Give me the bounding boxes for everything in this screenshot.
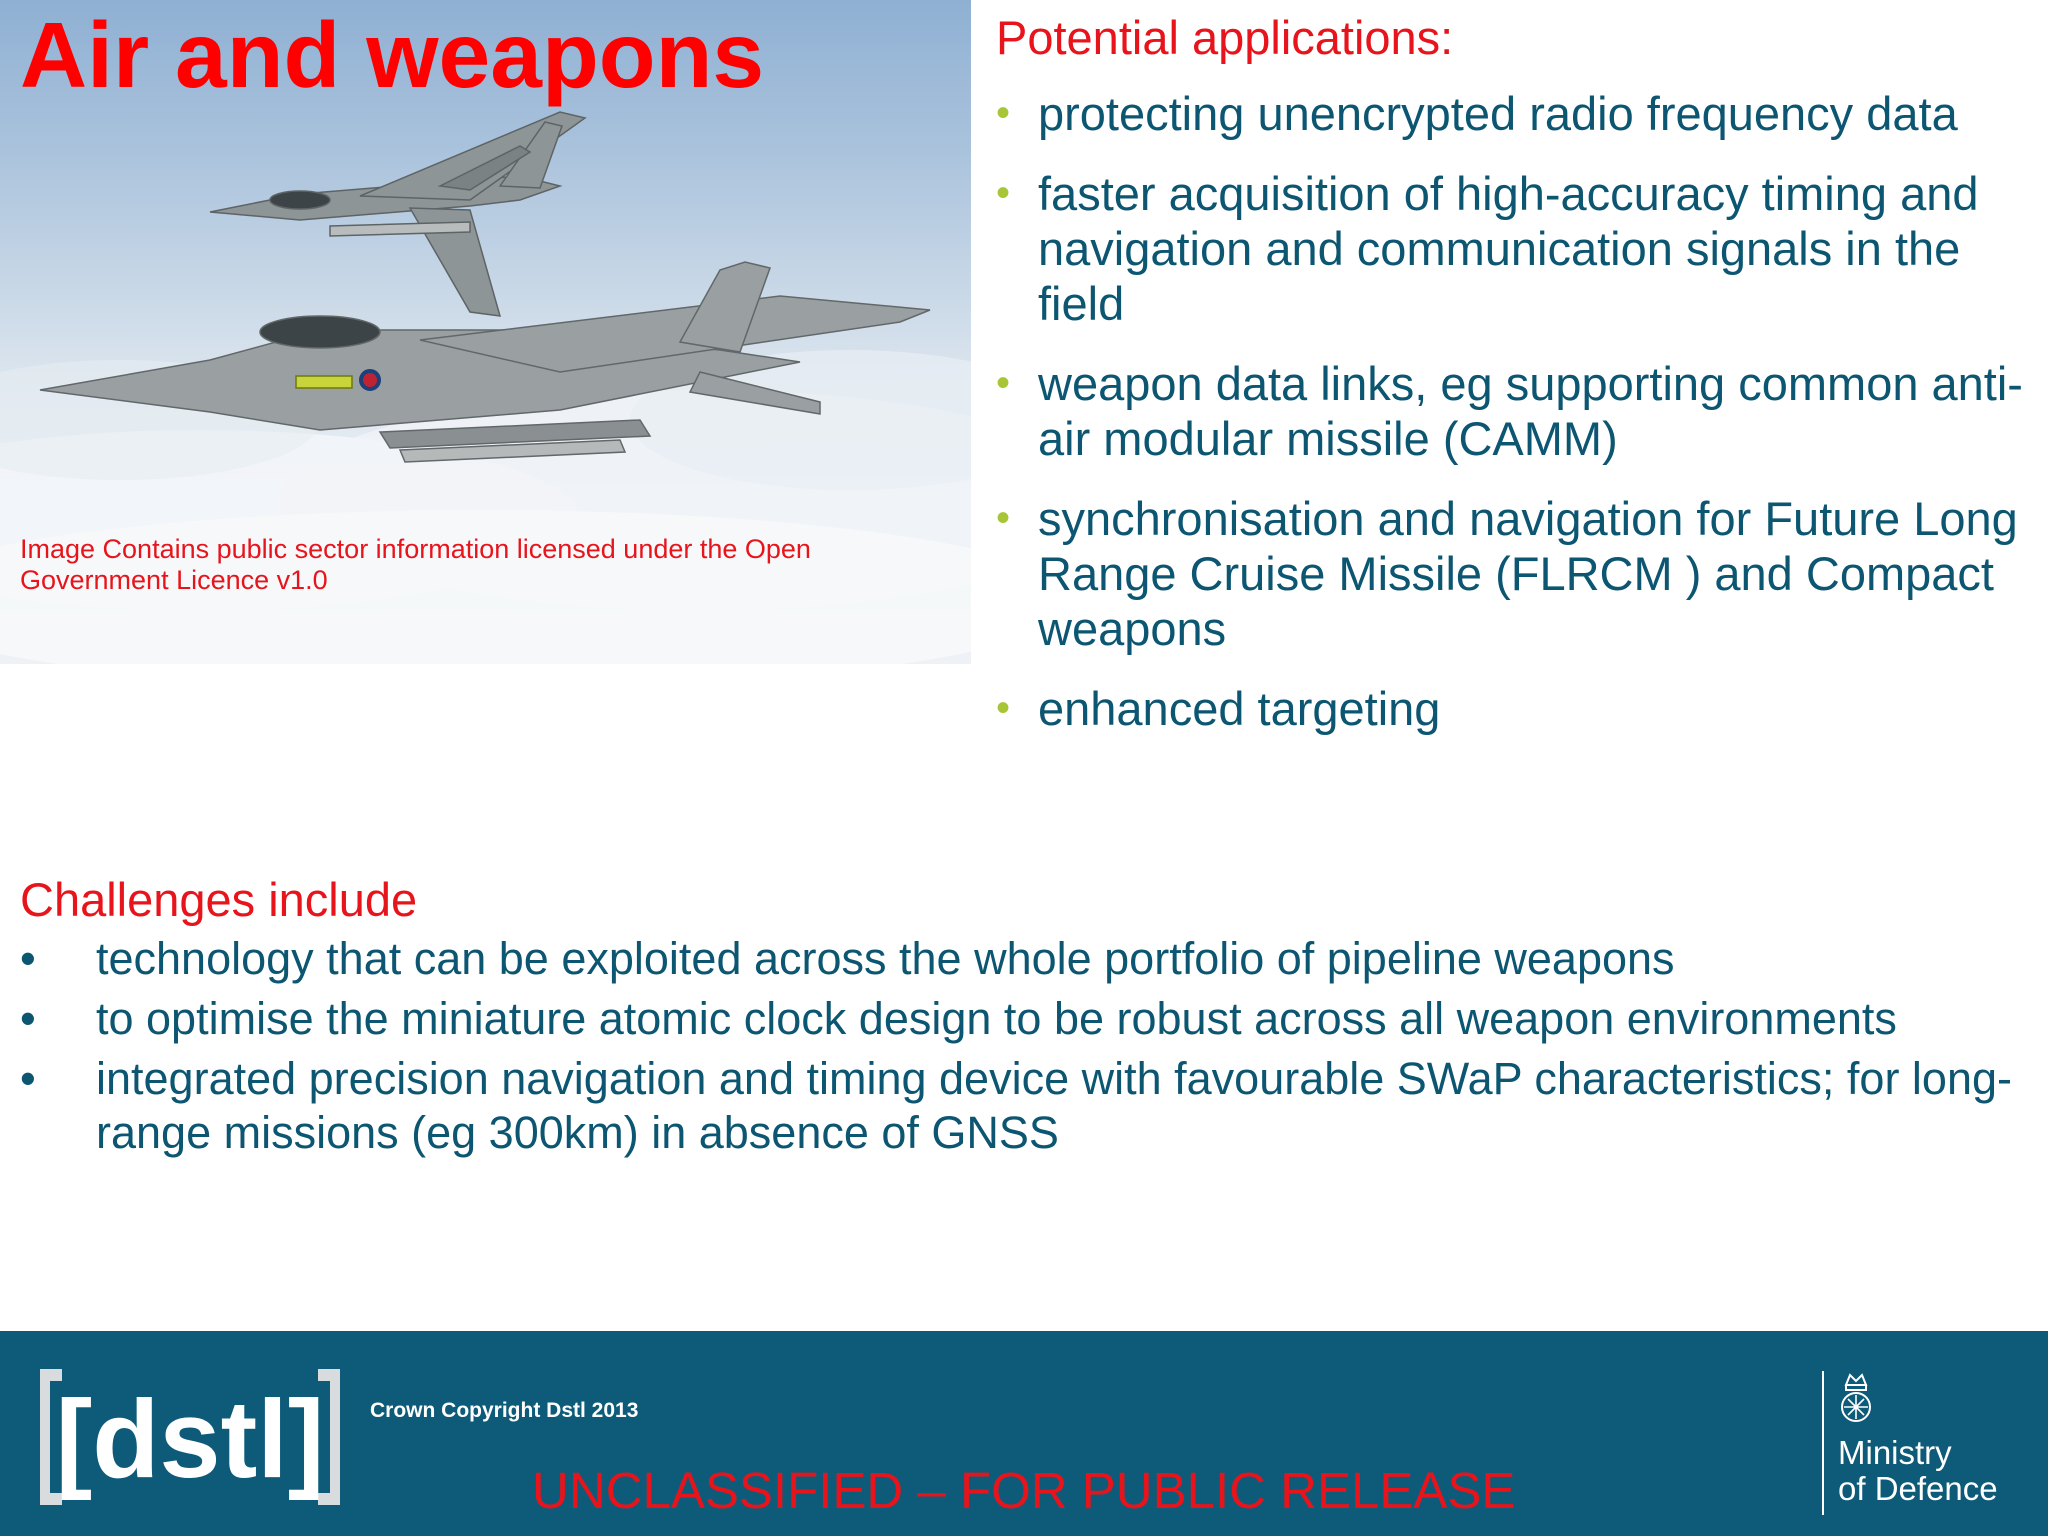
slide-title: Air and weapons	[20, 3, 765, 107]
mod-divider	[1822, 1371, 1824, 1515]
upper-jet	[210, 112, 585, 316]
applications-list-item	[996, 681, 2036, 736]
challenges-list	[20, 932, 2020, 1160]
applications-item-text: enhanced targeting	[1038, 682, 1441, 735]
challenges-item-text: integrated precision navigation and timing device with favourable SWaP characteristics; for long-range missions (eg 300km) in absence of GNSS	[96, 1053, 2012, 1158]
bullet-icon: •	[996, 171, 1011, 215]
applications-item-text: protecting unencrypted radio frequency data	[1038, 87, 1958, 140]
applications-list-item	[996, 166, 2036, 331]
dstl-logo-wordmark: [dstl]	[55, 1378, 325, 1501]
classification-label: UNCLASSIFIED – FOR PUBLIC RELEASE	[532, 1462, 1516, 1519]
mod-logo-text	[1838, 1435, 1998, 1507]
bullet-icon: •	[20, 933, 36, 984]
applications-section	[996, 10, 2036, 761]
mod-logo-line1: Ministry	[1838, 1434, 1952, 1471]
applications-item-text: faster acquisition of high-accuracy timing and navigation and communication signals in the field	[1038, 167, 1979, 330]
applications-list-item	[996, 86, 2036, 141]
bullet-icon: •	[996, 686, 1011, 730]
challenges-section	[20, 872, 2020, 1166]
challenges-heading: Challenges include	[20, 873, 418, 926]
applications-list-item	[996, 356, 2036, 466]
aircraft-photo	[0, 0, 971, 664]
bullet-icon: •	[20, 993, 36, 1044]
applications-list-item	[996, 491, 2036, 656]
dstl-logo	[40, 1367, 340, 1507]
challenges-list-item	[20, 1052, 2020, 1160]
footer	[0, 1331, 2048, 1536]
mod-logo-line2: of Defence	[1838, 1470, 1998, 1507]
applications-list	[996, 86, 2036, 736]
challenges-list-item	[20, 992, 2020, 1046]
bullet-icon: •	[996, 496, 1011, 540]
applications-item-text: synchronisation and navigation for Future Long Range Cruise Missile (FLRCM ) and Compact weapons	[1038, 492, 2018, 655]
bullet-icon: •	[20, 1053, 36, 1104]
copyright-notice: Crown Copyright Dstl 2013	[370, 1399, 639, 1422]
image-credit: Image Contains public sector information licensed under the Open Government Licence v1.0	[20, 534, 811, 595]
bullet-icon: •	[996, 361, 1011, 405]
challenges-item-text: to optimise the miniature atomic clock design to be robust across all weapon environments	[96, 993, 1897, 1044]
bullet-icon: •	[996, 91, 1011, 135]
applications-item-text: weapon data links, eg supporting common anti-air modular missile (CAMM)	[1038, 357, 2023, 465]
applications-heading: Potential applications:	[996, 11, 1454, 64]
royal-crest-icon	[1836, 1371, 1876, 1429]
challenges-list-item	[20, 932, 2020, 986]
challenges-item-text: technology that can be exploited across the whole portfolio of pipeline weapons	[96, 933, 1675, 984]
